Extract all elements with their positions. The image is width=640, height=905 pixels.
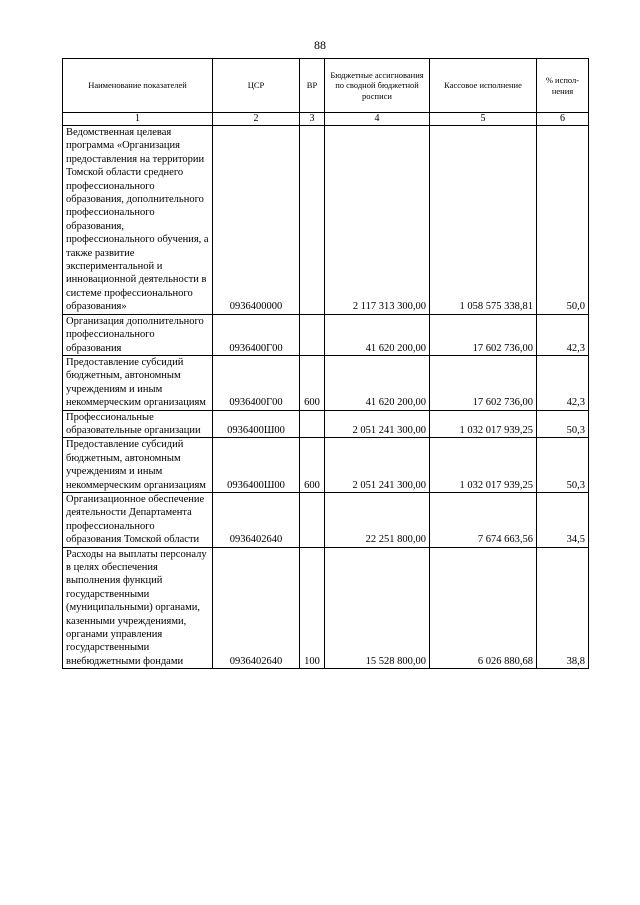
budget-execution-table: [62, 58, 589, 669]
column-number: 2: [213, 113, 300, 126]
row-csr: 0936402640: [213, 547, 300, 669]
table-row: [63, 547, 589, 669]
row-execution: 1 032 017 939,25: [430, 438, 537, 493]
row-csr: 0936400Ш00: [213, 438, 300, 493]
row-execution: 1 058 575 338,81: [430, 126, 537, 315]
row-name: Ведомственная целевая программа «Организация предоставления на территории Томской области среднего профессионального образования, дополнительного профессионального образования, профессионального обучения, а также развитие экспериментальной и инновационной деятельности в системе профессионального образования»: [63, 126, 213, 315]
table-row: [63, 314, 589, 355]
row-allocations: 22 251 800,00: [325, 492, 430, 547]
header-csr: ЦСР: [213, 59, 300, 113]
row-execution: 17 602 736,00: [430, 355, 537, 410]
row-name: Профессиональные образовательные организации: [63, 410, 213, 438]
column-number: 4: [325, 113, 430, 126]
row-percent: 50,3: [537, 410, 589, 438]
row-execution: 1 032 017 939,25: [430, 410, 537, 438]
header-percent: % испол-нения: [537, 59, 589, 113]
table-row: [63, 410, 589, 438]
row-vr: [300, 314, 325, 355]
column-number: 3: [300, 113, 325, 126]
row-execution: 7 674 663,56: [430, 492, 537, 547]
row-vr: [300, 492, 325, 547]
row-name: Предоставление субсидий бюджетным, автономным учреждениям и иным некоммерческим организациям: [63, 438, 213, 493]
row-allocations: 2 051 241 300,00: [325, 410, 430, 438]
row-percent: 34,5: [537, 492, 589, 547]
row-name: Предоставление субсидий бюджетным, автономным учреждениям и иным некоммерческим организациям: [63, 355, 213, 410]
table-header-row: [63, 59, 589, 113]
header-allocations: Бюджетные ассигнования по сводной бюджетной росписи: [325, 59, 430, 113]
row-percent: 50,3: [537, 438, 589, 493]
table-row: [63, 438, 589, 493]
table-row: [63, 126, 589, 315]
row-percent: 42,3: [537, 355, 589, 410]
row-csr: 0936400Г00: [213, 314, 300, 355]
row-allocations: 41 620 200,00: [325, 355, 430, 410]
row-allocations: 41 620 200,00: [325, 314, 430, 355]
row-vr: [300, 410, 325, 438]
row-csr: 0936400Ш00: [213, 410, 300, 438]
row-allocations: 15 528 800,00: [325, 547, 430, 669]
header-execution: Кассовое исполнение: [430, 59, 537, 113]
row-allocations: 2 051 241 300,00: [325, 438, 430, 493]
row-name: Организационное обеспечение деятельности Департамента профессионального образования Томской области: [63, 492, 213, 547]
row-vr: 100: [300, 547, 325, 669]
row-execution: 17 602 736,00: [430, 314, 537, 355]
page-number: 88: [314, 38, 326, 52]
row-percent: 50,0: [537, 126, 589, 315]
row-csr: 0936402640: [213, 492, 300, 547]
row-name: Расходы на выплаты персоналу в целях обеспечения выполнения функций государственными (муниципальными) органами, казенными учреждениями, органами управления государственными внебюджетными фондами: [63, 547, 213, 669]
table-row: [63, 355, 589, 410]
row-allocations: 2 117 313 300,00: [325, 126, 430, 315]
row-csr: 0936400000: [213, 126, 300, 315]
row-vr: 600: [300, 438, 325, 493]
column-number-row: [63, 113, 589, 126]
row-csr: 0936400Г00: [213, 355, 300, 410]
column-number: 5: [430, 113, 537, 126]
row-execution: 6 026 880,68: [430, 547, 537, 669]
column-number: 1: [63, 113, 213, 126]
header-vr: ВР: [300, 59, 325, 113]
row-percent: 42,3: [537, 314, 589, 355]
header-name: Наименование показателей: [63, 59, 213, 113]
row-vr: 600: [300, 355, 325, 410]
column-number: 6: [537, 113, 589, 126]
table-row: [63, 492, 589, 547]
row-vr: [300, 126, 325, 315]
row-percent: 38,8: [537, 547, 589, 669]
row-name: Организация дополнительного профессионального образования: [63, 314, 213, 355]
